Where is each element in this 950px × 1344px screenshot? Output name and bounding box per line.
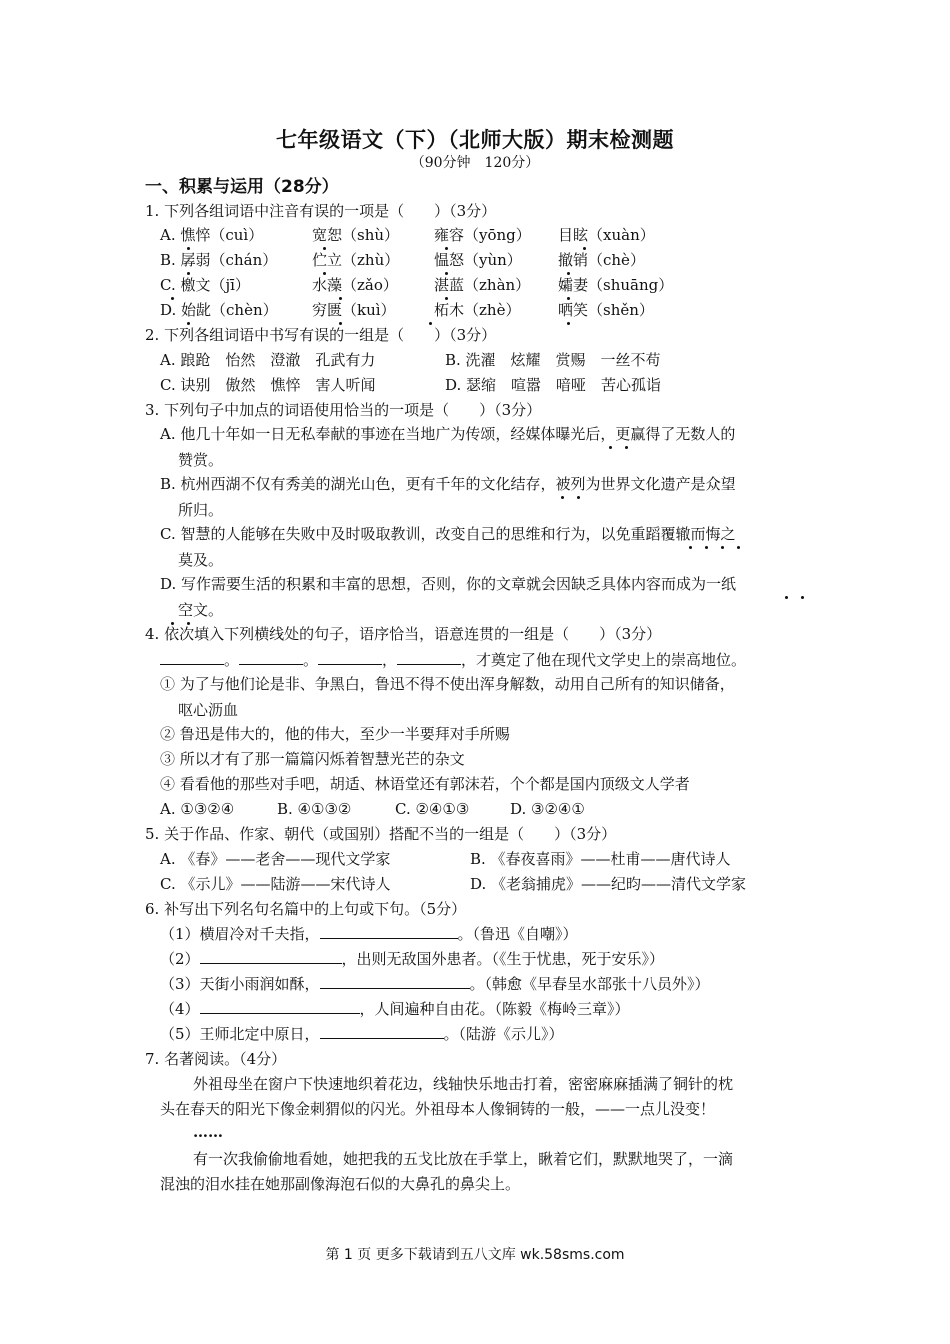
emphasis-dot [625,446,628,449]
q1-a-4: 目眩（xuàn） [558,226,655,244]
emphasis-dot [445,297,448,300]
q6-4-pre: （4） [160,1000,200,1018]
q1-row-a [160,225,655,245]
fill-blank-2[interactable] [239,650,303,665]
q2-option-d: D. 瑟缩 喧嚣 喑哑 苦心孤诣 [445,376,662,394]
q1-a-3: 雍容（yōng） [434,226,531,244]
q1-stem: 1. 下列各组词语中注音有误的一项是（ ）（3分） [145,202,497,220]
q4-option-d: D. ③②④① [510,800,585,818]
q5-option-a: A. 《春》——老舍——现代文学家 [160,850,391,868]
q6-line-2 [160,949,664,969]
emphasis-dot [567,272,570,275]
q7-passage-2: 有一次我偷偷地看她，她把我的五戈比放在手掌上，瞅着它们，默默地哭了，一滴 [193,1150,734,1168]
q1-row-b [160,250,645,270]
emphasis-dot [171,297,174,300]
emphasis-dot [187,322,190,325]
q1-b-3: 愠怒（yùn） [434,251,522,269]
q5-option-b: B. 《春夜喜雨》——杜甫——唐代诗人 [470,850,731,868]
q3-option-a: A. 他几十年如一日无私奉献的事迹在当地广为传颂，经媒体曝光后，更赢得了无数人的 [160,425,736,443]
emphasis-dot [323,272,326,275]
q6-blank-1[interactable] [320,924,458,939]
q6-stem: 6. 补写出下列名句名篇中的上句或下句。（5分） [145,900,467,918]
q6-3-pre: （3）天街小雨润如酥， [160,975,320,993]
q6-line-4 [160,999,630,1019]
q1-c-1: C. 檄文（jī） [160,276,250,294]
q3-option-c: C. 智慧的人能够在失败中及时吸取教训，改变自己的思维和行为，以免重蹈覆辙而悔之 [160,525,736,543]
fill-blank-1[interactable] [160,650,224,665]
emphasis-dot [785,596,788,599]
q4-stem: 4. 依次填入下列横线处的句子，语序恰当，语意连贯的一组是（ ）（3分） [145,625,662,643]
q1-d-3: 柘木（zhè） [434,301,521,319]
q3-option-b-cont: 所归。 [178,501,224,519]
q3-option-c-cont: 莫及。 [178,551,224,569]
q2-stem: 2. 下列各组词语中书写有误的一组是（ ）（3分） [145,326,497,344]
q4-sentence-3: ③ 所以才有了那一篇篇闪烁着智慧光芒的杂文 [160,750,465,768]
emphasis-dot [187,272,190,275]
q2-option-b: B. 洗濯 炫耀 赏赐 一丝不苟 [445,351,661,369]
q7-stem: 7. 名著阅读。（4分） [145,1050,287,1068]
q3-stem: 3. 下列句子中加点的词语使用恰当的一项是（ ）（3分） [145,401,542,419]
q5-option-c: C. 《示儿》——陆游——宋代诗人 [160,875,391,893]
q6-5-pre: （5）王师北定中原日， [160,1025,320,1043]
q6-1-pre: （1）横眉冷对千夫指， [160,925,320,943]
q1-b-2: 伫立（zhù） [312,251,400,269]
q1-b-1: B. 孱弱（chán） [160,251,278,269]
q4-option-c: C. ②④①③ [395,800,470,818]
q6-blank-3[interactable] [320,974,470,989]
emphasis-dot [339,297,342,300]
q2-option-a: A. 踉跄 怡然 澄澈 孔武有力 [160,351,376,369]
emphasis-dot [567,297,570,300]
q6-5-post: 。（陆游《示儿》） [443,1025,564,1043]
emphasis-dot [689,546,692,549]
q4-tail: ，才奠定了他在现代文学史上的崇高地位。 [461,651,747,669]
q1-c-3: 湛蓝（zhàn） [434,276,531,294]
emphasis-dot [445,247,448,250]
q6-2-pre: （2） [160,950,200,968]
q6-1-post: 。（鲁迅《自嘲》） [457,925,578,943]
q4-option-a: A. ①③②④ [160,800,235,818]
emphasis-dot [187,622,190,625]
q1-row-d [160,300,654,320]
emphasis-dot [577,496,580,499]
q6-4-post: ，人间遍种自由花。（陈毅《梅岭三章》） [359,1000,630,1018]
emphasis-dot [187,247,190,250]
emphasis-dot [583,247,586,250]
q6-2-post: ，出则无敌国外患者。（《生于忧患，死于安乐》） [341,950,665,968]
section-heading: 一、积累与运用（28分） [145,177,339,197]
emphasis-dot [429,322,432,325]
fill-blank-4[interactable] [397,650,461,665]
emphasis-dot [445,272,448,275]
q6-blank-5[interactable] [320,1024,444,1039]
emphasis-dot [561,496,564,499]
q7-passage-1-cont: 头在春天的阳光下像金刺猬似的闪光。外祖母本人像铜铸的一般，——一点儿没变！ [160,1100,716,1118]
page-title: 七年级语文（下）（北师大版）期末检测题 [276,128,674,152]
q1-d-4: 哂笑（shěn） [558,301,654,319]
q1-c-4: 孀妻（shuāng） [558,276,674,294]
q1-a-2: 宽恕（shù） [312,226,400,244]
q4-blanks: 。 。 ， ，才奠定了他在现代文学史上的崇高地位。 [160,650,746,670]
q5-stem: 5. 关于作品、作家、朝代（或国别）搭配不当的一组是（ ）（3分） [145,825,617,843]
page-footer: 第 1 页 更多下载请到五八文库 wk.58sms.com [325,1247,625,1263]
q3-option-b: B. 杭州西湖不仅有秀美的湖光山色，更有千年的文化结存，被列为世界文化遗产是众望 [160,475,736,493]
emphasis-dot [609,446,612,449]
q4-option-b: B. ④①③② [277,800,352,818]
q7-ellipsis: …… [193,1123,223,1141]
q4-options [160,799,585,819]
q5-option-d: D. 《老翁捕虎》——纪昀——清代文学家 [470,875,747,893]
q1-c-2: 水藻（zǎo） [312,276,398,294]
emphasis-dot [737,546,740,549]
q1-row-c [160,275,673,295]
q1-d-1: D. 始龀（chèn） [160,301,278,319]
q4-sentence-1-cont: 呕心沥血 [178,701,239,719]
emphasis-dot [721,546,724,549]
q3-option-d: D. 写作需要生活的积累和丰富的思想，否则，你的文章就会因缺乏具体内容而成为一纸 [160,575,737,593]
fill-blank-3[interactable] [318,650,382,665]
page-subtitle: （90分钟 120分） [410,155,540,171]
q7-passage-2-cont: 混浊的泪水挂在她那副像海泡石似的大鼻孔的鼻尖上。 [160,1175,521,1193]
q3-option-d-cont: 空文。 [178,601,224,619]
q6-blank-2[interactable] [200,949,342,964]
q1-b-4: 撤销（chè） [558,251,645,269]
q7-passage-1: 外祖母坐在窗户下快速地织着花边，线轴快乐地击打着，密密麻麻插满了铜针的枕 [193,1075,734,1093]
q1-a-1: A. 憔悴（cuì） [160,226,264,244]
emphasis-dot [339,322,342,325]
q6-3-post: 。（韩愈《早春呈水部张十八员外》） [469,975,710,993]
q3-option-a-cont: 赞赏。 [178,451,224,469]
emphasis-dot [567,322,570,325]
q6-blank-4[interactable] [200,999,360,1014]
q4-sentence-4: ④ 看看他的那些对手吧，胡适、林语堂还有郭沫若，个个都是国内顶级文人学者 [160,775,690,793]
q6-line-5 [160,1024,564,1044]
q1-d-2: 穷匮（kuì） [312,301,396,319]
q6-line-1 [160,924,578,944]
emphasis-dot [323,247,326,250]
q4-sentence-1: ① 为了与他们论是非、争黑白，鲁迅不得不使出浑身解数，动用自己所有的知识储备， [160,675,735,693]
emphasis-dot [705,546,708,549]
q6-line-3 [160,974,710,994]
q4-sentence-2: ② 鲁迅是伟大的，他的伟大，至少一半要拜对手所赐 [160,725,510,743]
emphasis-dot [171,622,174,625]
emphasis-dot [801,596,804,599]
q2-option-c: C. 诀别 傲然 憔悴 害人听闻 [160,376,376,394]
